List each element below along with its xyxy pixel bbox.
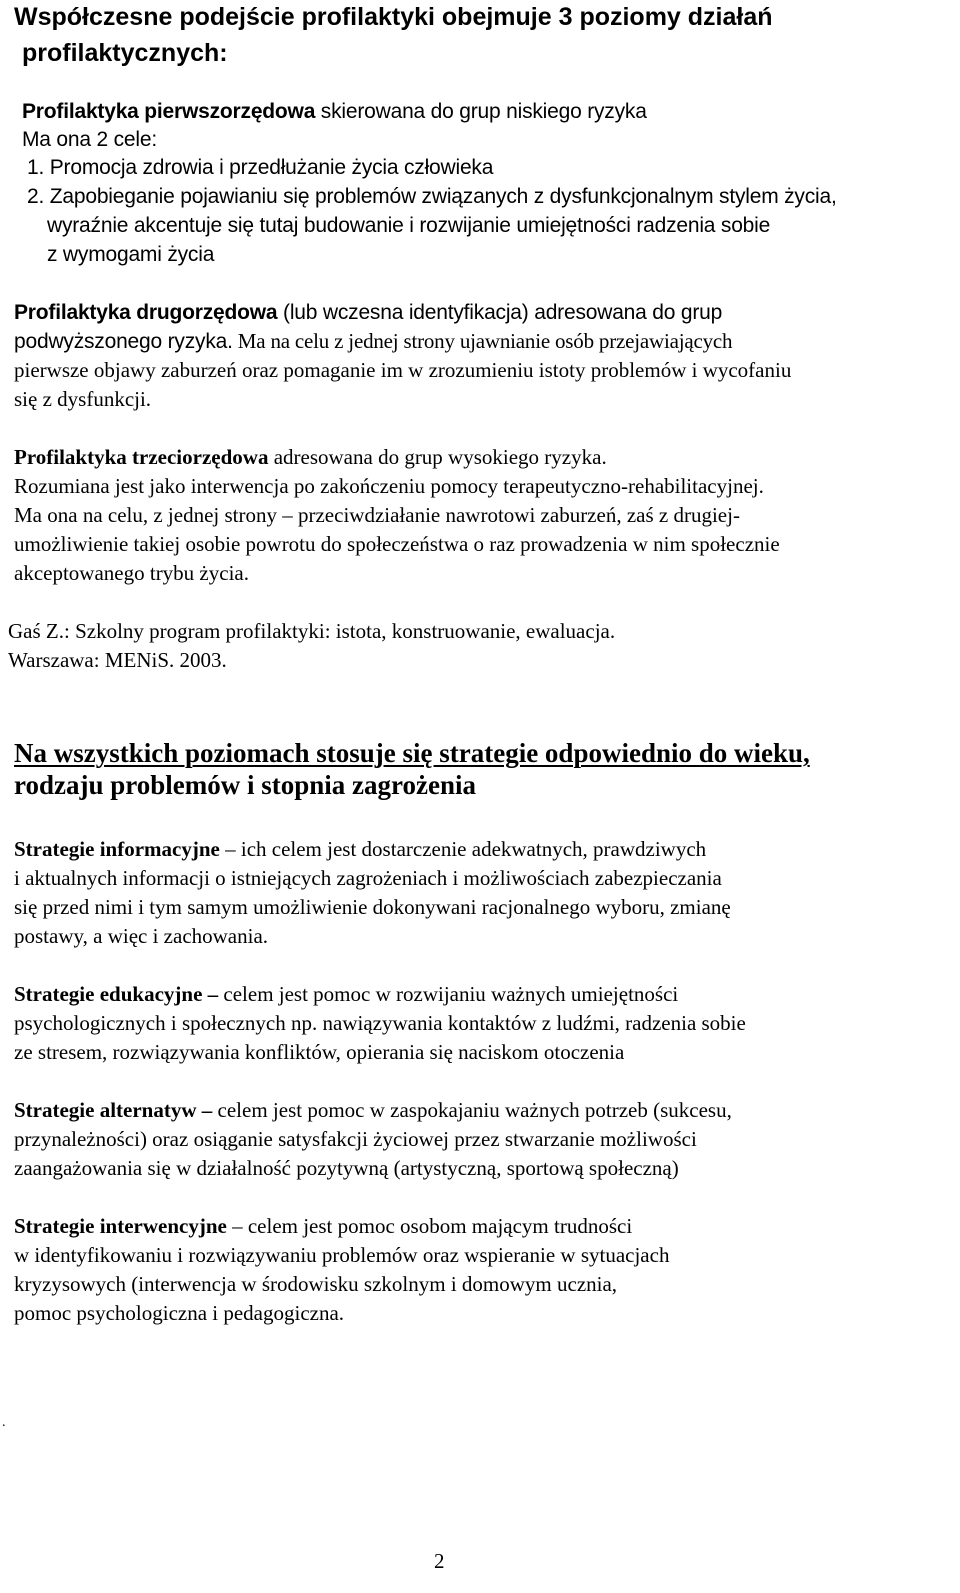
strategy-alt-line-3: zaangażowania się w działalność pozytywną (artystyczną, sportową społeczną) xyxy=(14,1156,679,1180)
primary-goal-1: 1. Promocja zdrowia i przedłużanie życia człowieka xyxy=(27,156,494,179)
strategy-edu-line-1-text: celem jest pomoc w rozwijaniu ważnych umiejętności xyxy=(218,982,679,1006)
section-heading-line-1: Na wszystkich poziomach stosuje się strategie odpowiednio do wieku, xyxy=(14,738,810,768)
strategy-alt-line-2: przynależności) oraz osiąganie satysfakcji życiowej przez stwarzanie możliwości xyxy=(14,1127,697,1151)
strategy-interv-label: Strategie interwencyjne xyxy=(14,1214,227,1238)
secondary-line-3: pierwsze objawy zaburzeń oraz pomaganie im w zrozumieniu istoty problemów i wycofaniu xyxy=(14,358,792,382)
primary-goals-intro: Ma ona 2 cele: xyxy=(22,128,157,151)
strategy-interv-line-1-text: – celem jest pomoc osobom mającym trudności xyxy=(226,1214,633,1238)
page-title-line-2: profilaktycznych: xyxy=(22,39,228,67)
primary-goal-2-line-3: z wymogami życia xyxy=(47,243,215,266)
tertiary-line-2: Rozumiana jest jako interwencja po zakończeniu pomocy terapeutyczno-rehabilitacyjnej. xyxy=(14,474,764,498)
secondary-line-2b: Ma na celu z jednej strony ujawnianie osób przejawiających xyxy=(232,329,733,353)
primary-text: skierowana do grup niskiego ryzyka xyxy=(315,100,647,123)
strategy-edu-line-1 xyxy=(14,984,678,1005)
tertiary-line-4: umożliwienie takiej osobie powrotu do społeczeństwa o raz prowadzenia w nim społecznie xyxy=(14,532,780,556)
strategy-info-line-2: i aktualnych informacji o istniejących zagrożeniach i możliwościach zabezpieczania xyxy=(14,866,722,890)
strategy-info-line-1-text: – ich celem jest dostarczenie adekwatnych, prawdziwych xyxy=(219,837,707,861)
section-heading-line-2: rodzaju problemów i stopnia zagrożenia xyxy=(14,770,477,800)
secondary-line-2 xyxy=(14,331,732,352)
strategy-info-line-1 xyxy=(14,839,706,860)
secondary-line-1 xyxy=(14,302,722,323)
strategy-interv-line-4: pomoc psychologiczna i pedagogiczna. xyxy=(14,1301,345,1325)
strategy-alt-line-1 xyxy=(14,1100,732,1121)
strategy-info-label: Strategie informacyjne xyxy=(14,837,220,861)
secondary-line-2a: podwyższonego ryzyka. xyxy=(14,330,233,353)
strategy-interv-line-3: kryzysowych (interwencja w środowisku szkolnym i domowym ucznia, xyxy=(14,1272,618,1296)
strategy-info-line-4: postawy, a więc i zachowania. xyxy=(14,924,269,948)
secondary-line-1-text: (lub wczesna identyfikacja) adresowana do grup xyxy=(277,301,723,324)
stray-dot: . xyxy=(2,1415,6,1430)
citation-line-1: Gaś Z.: Szkolny program profilaktyki: istota, konstruowanie, ewaluacja. xyxy=(8,619,616,643)
strategy-edu-line-2: psychologicznych i społecznych np. nawiązywania kontaktów z ludźmi, radzenia sobie xyxy=(14,1011,746,1035)
strategy-edu-line-3: ze stresem, rozwiązywania konfliktów, opierania się naciskom otoczenia xyxy=(14,1040,625,1064)
tertiary-line-1-text: adresowana do grup wysokiego ryzyka. xyxy=(268,445,607,469)
strategy-edu-label: Strategie edukacyjne – xyxy=(14,982,219,1006)
primary-paragraph-line xyxy=(22,101,647,122)
primary-goal-2-line-1: 2. Zapobieganie pojawianiu się problemów związanych z dysfunkcjonalnym stylem życia, xyxy=(27,185,837,208)
strategy-interv-line-2: w identyfikowaniu i rozwiązywaniu problemów oraz wspieranie w sytuacjach xyxy=(14,1243,670,1267)
strategy-info-line-3: się przed nimi i tym samym umożliwienie dokonywani racjonalnego wyboru, zmianę xyxy=(14,895,731,919)
strategy-interv-line-1 xyxy=(14,1216,632,1237)
citation-line-2: Warszawa: MENiS. 2003. xyxy=(8,648,227,672)
secondary-line-4: się z dysfunkcji. xyxy=(14,387,152,411)
page-title-line-1: Współczesne podejście profilaktyki obejmuje 3 poziomy działań xyxy=(14,3,773,31)
primary-goal-2-line-2: wyraźnie akcentuje się tutaj budowanie i rozwijanie umiejętności radzenia sobie xyxy=(47,214,771,237)
tertiary-line-5: akceptowanego trybu życia. xyxy=(14,561,249,585)
strategy-alt-line-1-text: celem jest pomoc w zaspokajaniu ważnych potrzeb (sukcesu, xyxy=(212,1098,732,1122)
primary-label: Profilaktyka pierwszorzędowa xyxy=(22,100,316,123)
tertiary-line-1 xyxy=(14,447,607,468)
page-number: 2 xyxy=(434,1549,445,1573)
tertiary-label: Profilaktyka trzeciorzędowa xyxy=(14,445,269,469)
secondary-label: Profilaktyka drugorzędowa xyxy=(14,301,278,324)
tertiary-line-3: Ma ona na celu, z jednej strony – przeciwdziałanie nawrotowi zaburzeń, zaś z drugiej- xyxy=(14,503,740,527)
strategy-alt-label: Strategie alternatyw – xyxy=(14,1098,213,1122)
